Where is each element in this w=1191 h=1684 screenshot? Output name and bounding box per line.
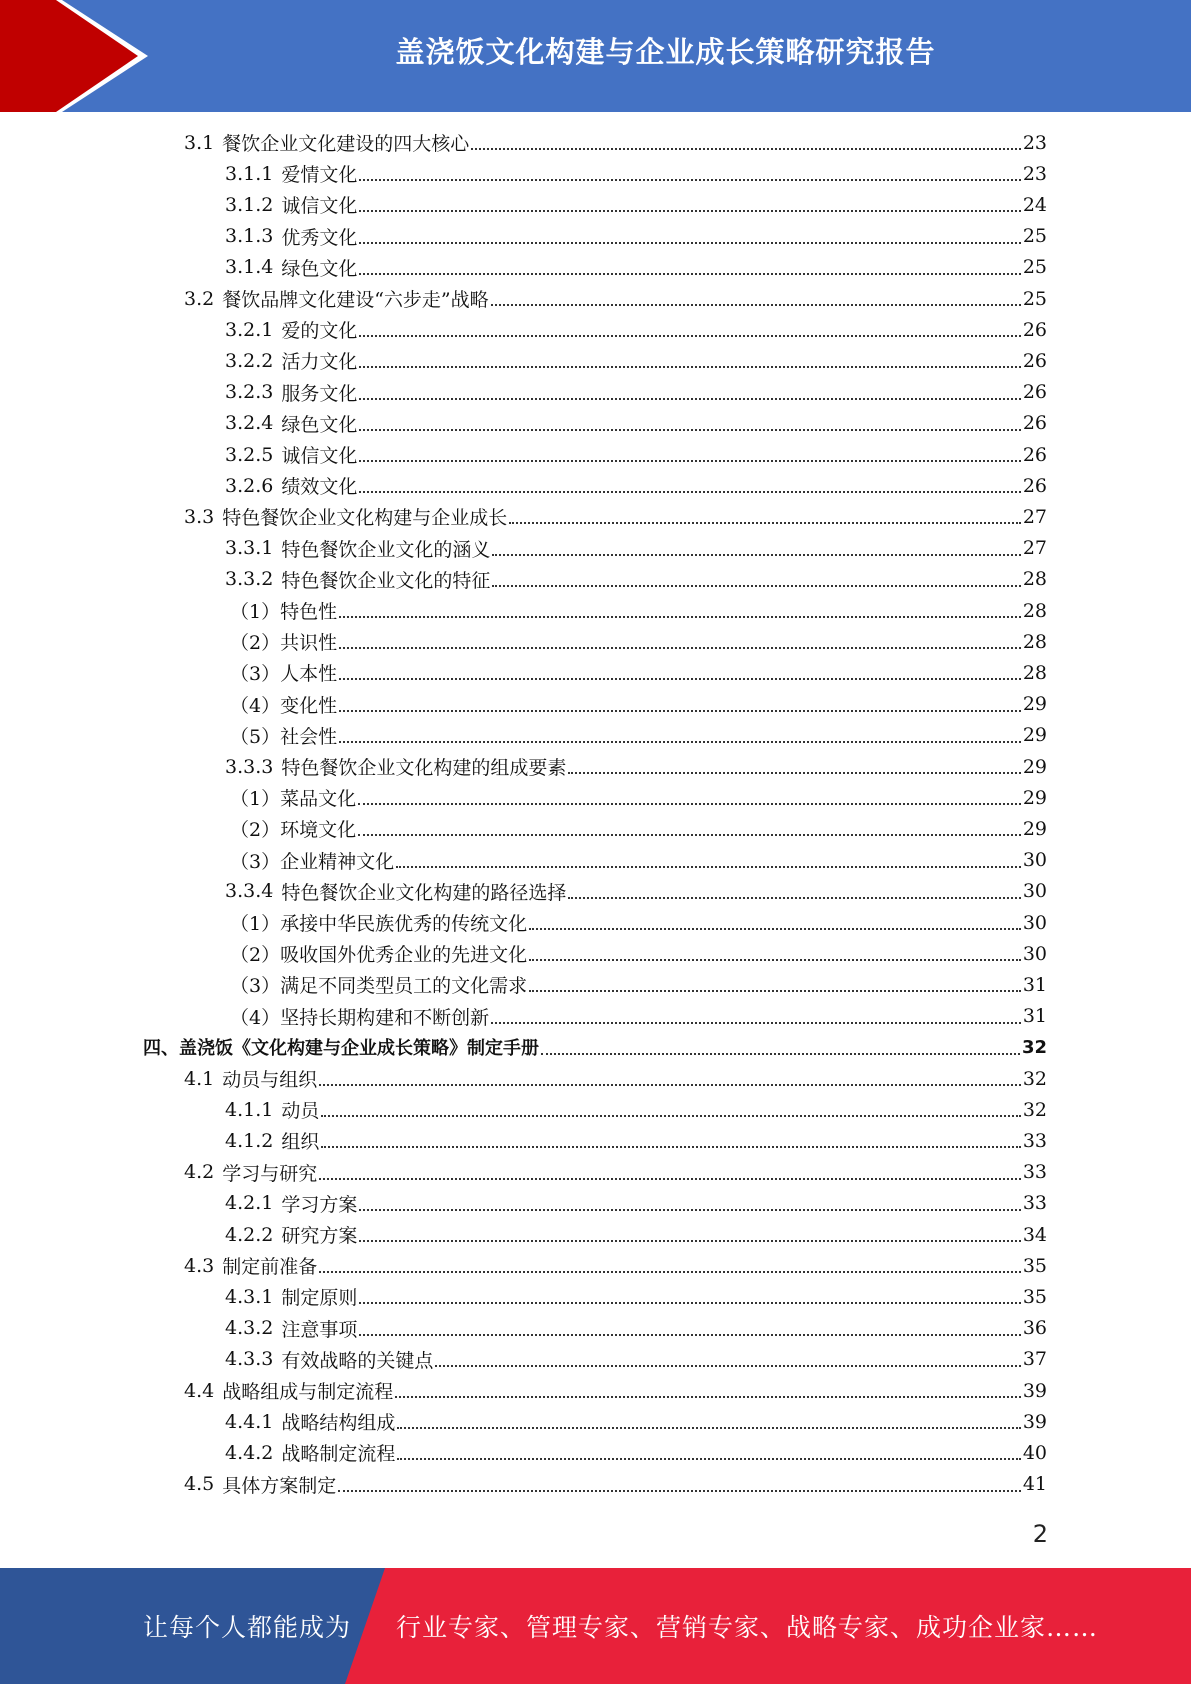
toc-entry[interactable]: [184, 1063, 1047, 1094]
toc-dot-leader: [359, 397, 1020, 400]
toc-entry[interactable]: [225, 1344, 1047, 1375]
toc-entry-page: 33: [1022, 1192, 1047, 1215]
toc-entry-label: 战略制定流程: [281, 1443, 396, 1466]
toc-entry-page: 39: [1022, 1410, 1047, 1433]
toc-entry-label: 企业精神文化: [280, 850, 395, 873]
toc-entry-page: 40: [1022, 1441, 1047, 1464]
toc-entry-number: 4.3.1: [225, 1285, 274, 1308]
toc-entry-page: 31: [1022, 973, 1047, 996]
toc-entry-number: 4.2.2: [225, 1223, 274, 1246]
toc-entry-page: 33: [1022, 1161, 1047, 1184]
toc-entry-page: 35: [1022, 1285, 1047, 1308]
toc-entry[interactable]: [230, 720, 1047, 751]
toc-entry-label: 绿色文化: [281, 413, 358, 436]
toc-entry[interactable]: [225, 564, 1047, 595]
toc-entry[interactable]: [230, 969, 1047, 1000]
toc-entry-number: 4.3.3: [225, 1348, 274, 1371]
toc-entry-label: 盖浇饭《文化构建与企业成长策略》制定手册: [179, 1038, 539, 1060]
toc-entry-page: 28: [1022, 599, 1047, 622]
toc-entry-label: 优秀文化: [281, 226, 358, 249]
page-header: [0, 0, 1191, 112]
toc-dot-leader: [358, 802, 1021, 805]
toc-entry-label: 变化性: [280, 694, 338, 717]
toc-entry[interactable]: [230, 938, 1047, 969]
toc-entry-number: （3）: [230, 850, 281, 873]
toc-entry-number: 3.3.4: [225, 880, 274, 903]
toc-dot-leader: [529, 989, 1021, 992]
toc-entry-page: 29: [1022, 755, 1047, 778]
toc-entry-page: 28: [1022, 661, 1047, 684]
toc-entry-label: 吸收国外优秀企业的先进文化: [280, 944, 528, 967]
toc-entry-label: 爱情文化: [281, 164, 358, 187]
toc-entry-number: 4.1.1: [225, 1098, 274, 1121]
toc-entry[interactable]: [143, 1032, 1047, 1063]
toc-entry-number: 3.2.2: [225, 349, 274, 372]
page-footer: [0, 1568, 1191, 1684]
toc-entry-label: 餐饮品牌文化建设“六步走”战略: [222, 289, 489, 311]
toc-entry-label: 学习与研究: [222, 1162, 318, 1185]
toc-dot-leader: [359, 334, 1020, 337]
toc-entry-page: 26: [1022, 349, 1047, 372]
toc-dot-leader: [491, 1021, 1021, 1024]
toc-entry[interactable]: [225, 189, 1047, 220]
toc-entry-page: 30: [1022, 942, 1047, 965]
toc-dot-leader: [319, 1177, 1021, 1180]
toc-entry-page: 26: [1022, 474, 1047, 497]
toc-entry[interactable]: [225, 439, 1047, 470]
toc-entry-number: 3.3.2: [225, 568, 274, 591]
toc-entry[interactable]: [225, 314, 1047, 345]
page-number: 2: [1032, 1520, 1048, 1548]
toc-entry-label: 满足不同类型员工的文化需求: [280, 975, 528, 998]
toc-entry[interactable]: [225, 377, 1047, 408]
toc-dot-leader: [568, 771, 1020, 774]
toc-dot-leader: [359, 490, 1020, 493]
toc-entry-label: 坚持长期构建和不断创新: [280, 1006, 490, 1029]
toc-entry[interactable]: [225, 1437, 1047, 1468]
toc-entry-label: 有效战略的关键点: [281, 1349, 434, 1372]
toc-dot-leader: [339, 646, 1021, 649]
toc-entry[interactable]: [225, 158, 1047, 189]
toc-entry-page: 26: [1022, 381, 1047, 404]
toc-entry-page: 26: [1022, 412, 1047, 435]
toc-entry-label: 特色餐饮企业文化的特征: [281, 569, 491, 592]
toc-entry[interactable]: [184, 127, 1047, 158]
toc-entry-label: 诚信文化: [281, 445, 358, 467]
toc-entry-label: 共识性: [280, 632, 338, 655]
toc-entry-label: 活力文化: [281, 351, 358, 374]
toc-entry-page: 28: [1022, 630, 1047, 653]
toc-entry[interactable]: [230, 689, 1047, 720]
toc-entry-number: 3.1.3: [225, 225, 274, 248]
toc-entry-number: 3.1: [184, 131, 215, 154]
toc-entry[interactable]: [184, 1250, 1047, 1281]
toc-entry-page: 30: [1022, 880, 1047, 903]
toc-entry-number: 4.1.2: [225, 1129, 274, 1152]
toc-entry-number: （3）: [230, 663, 281, 686]
toc-entry-label: 服务文化: [281, 382, 358, 405]
toc-entry-label: 特色餐饮企业文化的涵义: [281, 538, 491, 561]
toc-entry-number: （2）: [230, 944, 281, 967]
toc-entry-number: 4.4.2: [225, 1441, 274, 1464]
toc-entry-label: 人本性: [280, 663, 338, 686]
toc-entry-label: 战略结构组成: [281, 1412, 396, 1435]
toc-entry-page: 26: [1022, 443, 1047, 466]
toc-entry-label: 特色性: [280, 601, 338, 623]
toc-entry-label: 社会性: [280, 725, 338, 748]
toc-entry-number: （1）: [230, 788, 281, 811]
toc-entry-number: 3.3.1: [225, 537, 274, 560]
toc-entry-label: 制定原则: [281, 1287, 358, 1310]
header-arrow-decoration: [0, 0, 160, 112]
toc-dot-leader: [321, 1114, 1020, 1117]
toc-entry-label: 菜品文化: [280, 788, 357, 811]
toc-dot-leader: [529, 958, 1021, 961]
toc-dot-leader: [359, 1301, 1020, 1304]
toc-entry-page: 23: [1022, 131, 1047, 154]
toc-entry-number: 4.4.1: [225, 1410, 274, 1433]
toc-entry-number: 4.2: [184, 1161, 215, 1184]
toc-entry-label: 战略组成与制定流程: [222, 1381, 394, 1403]
toc-entry-page: 39: [1022, 1379, 1047, 1402]
toc-entry[interactable]: [225, 751, 1047, 782]
toc-dot-leader: [491, 303, 1021, 306]
toc-entry-page: 25: [1022, 225, 1047, 248]
toc-entry-page: 35: [1022, 1254, 1047, 1277]
toc-entry-page: 36: [1022, 1317, 1047, 1340]
toc-entry[interactable]: [230, 626, 1047, 657]
toc-entry-page: 26: [1022, 318, 1047, 341]
toc-entry-number: 3.1.4: [225, 256, 274, 279]
toc-entry-label: 注意事项: [281, 1318, 358, 1341]
toc-entry[interactable]: [225, 1406, 1047, 1437]
toc-entry-label: 动员: [281, 1100, 320, 1123]
toc-entry-page: 31: [1022, 1005, 1047, 1028]
toc-dot-leader: [492, 553, 1020, 556]
toc-dot-leader: [339, 677, 1021, 680]
toc-entry[interactable]: [225, 1281, 1047, 1312]
toc-entry[interactable]: [230, 1001, 1047, 1032]
toc-dot-leader: [359, 1239, 1020, 1242]
toc-entry[interactable]: [184, 283, 1047, 314]
toc-entry-number: 四、: [143, 1038, 179, 1060]
toc-dot-leader: [319, 1083, 1021, 1086]
toc-entry-number: （3）: [230, 975, 281, 998]
toc-dot-leader: [338, 1489, 1021, 1492]
toc-entry[interactable]: [230, 782, 1047, 813]
toc-entry-number: 3.2.4: [225, 412, 274, 435]
toc-entry-number: 3.1.1: [225, 162, 274, 185]
toc-entry-page: 41: [1022, 1473, 1047, 1496]
toc-entry-number: （2）: [230, 819, 281, 842]
toc-entry-label: 爱的文化: [281, 320, 358, 343]
toc-entry[interactable]: [230, 657, 1047, 688]
toc-entry-number: 3.2.5: [225, 443, 274, 466]
toc-entry-number: （2）: [230, 632, 281, 655]
toc-entry-page: 33: [1022, 1129, 1047, 1152]
toc-dot-leader: [395, 1395, 1021, 1398]
toc-entry[interactable]: [225, 1125, 1047, 1156]
toc-entry-number: 3.2.6: [225, 474, 274, 497]
toc-entry-number: 3.3.3: [225, 755, 274, 778]
toc-entry-page: 32: [1022, 1067, 1047, 1090]
toc-entry-label: 特色餐饮企业文化构建与企业成长: [222, 507, 508, 530]
document-title: 盖浇饭文化构建与企业成长策略研究报告: [395, 34, 936, 69]
toc-entry-page: 30: [1022, 849, 1047, 872]
toc-entry[interactable]: [184, 1375, 1047, 1406]
toc-dot-leader: [359, 209, 1020, 212]
toc-entry-number: 4.2.1: [225, 1192, 274, 1215]
toc-dot-leader: [339, 615, 1021, 618]
toc-dot-leader: [541, 1052, 1020, 1055]
toc-dot-leader: [529, 927, 1021, 930]
toc-entry-label: 学习方案: [281, 1193, 358, 1216]
toc-dot-leader: [471, 147, 1021, 150]
toc-entry[interactable]: [225, 1094, 1047, 1125]
toc-entry[interactable]: [225, 876, 1047, 907]
toc-entry[interactable]: [230, 595, 1047, 626]
toc-entry-number: 4.3: [184, 1254, 215, 1277]
footer-slogan-right: 行业专家、管理专家、营销专家、战略专家、成功企业家……: [396, 1613, 1099, 1642]
toc-entry-number: 3.2.1: [225, 318, 274, 341]
toc-entry[interactable]: [230, 907, 1047, 938]
toc-entry-page: 29: [1022, 724, 1047, 747]
toc-entry-label: 具体方案制定: [222, 1474, 337, 1497]
toc-dot-leader: [509, 521, 1021, 524]
toc-dot-leader: [359, 178, 1020, 181]
toc-entry-label: 绿色文化: [281, 257, 358, 280]
toc-entry[interactable]: [230, 813, 1047, 844]
toc-entry-label: 制定前准备: [222, 1256, 318, 1279]
toc-dot-leader: [359, 365, 1020, 368]
toc-entry-number: 4.4: [184, 1379, 215, 1402]
toc-entry-label: 承接中华民族优秀的传统文化: [280, 913, 528, 935]
toc-entry-label: 研究方案: [281, 1225, 358, 1247]
toc-dot-leader: [319, 1270, 1021, 1273]
toc-entry-page: 27: [1022, 537, 1047, 560]
toc-entry-page: 34: [1022, 1223, 1047, 1246]
toc-dot-leader: [435, 1364, 1020, 1367]
toc-entry-page: 29: [1022, 817, 1047, 840]
toc-dot-leader: [568, 896, 1020, 899]
toc-entry[interactable]: [184, 501, 1047, 532]
toc-entry[interactable]: [225, 345, 1047, 376]
toc-entry-page: 29: [1022, 693, 1047, 716]
toc-entry-page: 37: [1022, 1348, 1047, 1371]
toc-entry[interactable]: [225, 1219, 1047, 1250]
toc-entry-number: （4）: [230, 694, 281, 717]
toc-entry-page: 23: [1022, 162, 1047, 185]
toc-dot-leader: [359, 1208, 1020, 1211]
toc-dot-leader: [396, 865, 1021, 868]
toc-entry-page: 32: [1022, 1098, 1047, 1121]
toc-dot-leader: [397, 1457, 1020, 1460]
toc-entry-number: （4）: [230, 1006, 281, 1029]
toc-entry-label: 组织: [281, 1131, 320, 1154]
toc-entry-label: 诚信文化: [281, 195, 358, 218]
toc-dot-leader: [359, 272, 1020, 275]
toc-entry-label: 绩效文化: [281, 476, 358, 499]
toc-entry-number: （1）: [230, 913, 281, 935]
toc-entry-label: 动员与组织: [222, 1069, 318, 1091]
toc-entry-number: 4.3.2: [225, 1317, 274, 1340]
toc-entry[interactable]: [225, 533, 1047, 564]
toc-entry[interactable]: [225, 221, 1047, 252]
toc-dot-leader: [358, 833, 1021, 836]
toc-entry-label: 环境文化: [280, 819, 357, 842]
toc-entry-number: 4.5: [184, 1473, 215, 1496]
toc-entry-page: 25: [1022, 287, 1047, 310]
toc-dot-leader: [359, 428, 1020, 431]
toc-entry-label: 特色餐饮企业文化构建的路径选择: [281, 881, 567, 904]
toc-entry[interactable]: [225, 470, 1047, 501]
toc-entry-number: （5）: [230, 725, 281, 748]
toc-entry-number: 3.1.2: [225, 193, 274, 216]
toc-entry-page: 27: [1022, 505, 1047, 528]
toc-entry-page: 29: [1022, 786, 1047, 809]
toc-dot-leader: [339, 709, 1021, 712]
toc-entry[interactable]: [184, 1469, 1047, 1500]
toc-entry-page: 28: [1022, 568, 1047, 591]
toc-dot-leader: [321, 1145, 1020, 1148]
toc-entry-page: 25: [1022, 256, 1047, 279]
toc-entry[interactable]: [230, 845, 1047, 876]
toc-entry-number: 4.1: [184, 1067, 215, 1090]
toc-entry-page: 24: [1022, 193, 1047, 216]
toc-entry[interactable]: [225, 1313, 1047, 1344]
toc-dot-leader: [359, 1333, 1020, 1336]
toc-dot-leader: [492, 584, 1020, 587]
footer-slogan-left: 让每个人都能成为: [143, 1613, 352, 1642]
toc-entry[interactable]: [184, 1157, 1047, 1188]
toc-entry-number: 3.3: [184, 505, 215, 528]
toc-entry-number: 3.2.3: [225, 381, 274, 404]
toc-dot-leader: [359, 241, 1020, 244]
toc-entry-label: 餐饮企业文化建设的四大核心: [222, 133, 470, 155]
toc-entry-page: 30: [1022, 911, 1047, 934]
toc-dot-leader: [339, 740, 1021, 743]
toc-dot-leader: [397, 1426, 1020, 1429]
toc-entry-number: 3.2: [184, 287, 215, 310]
toc-entry-number: （1）: [230, 601, 281, 623]
toc-dot-leader: [359, 459, 1020, 462]
toc-entry[interactable]: [225, 252, 1047, 283]
toc-entry-page: 32: [1021, 1036, 1047, 1058]
toc-entry[interactable]: [225, 408, 1047, 439]
toc-entry[interactable]: [225, 1188, 1047, 1219]
toc-entry-label: 特色餐饮企业文化构建的组成要素: [281, 757, 567, 779]
